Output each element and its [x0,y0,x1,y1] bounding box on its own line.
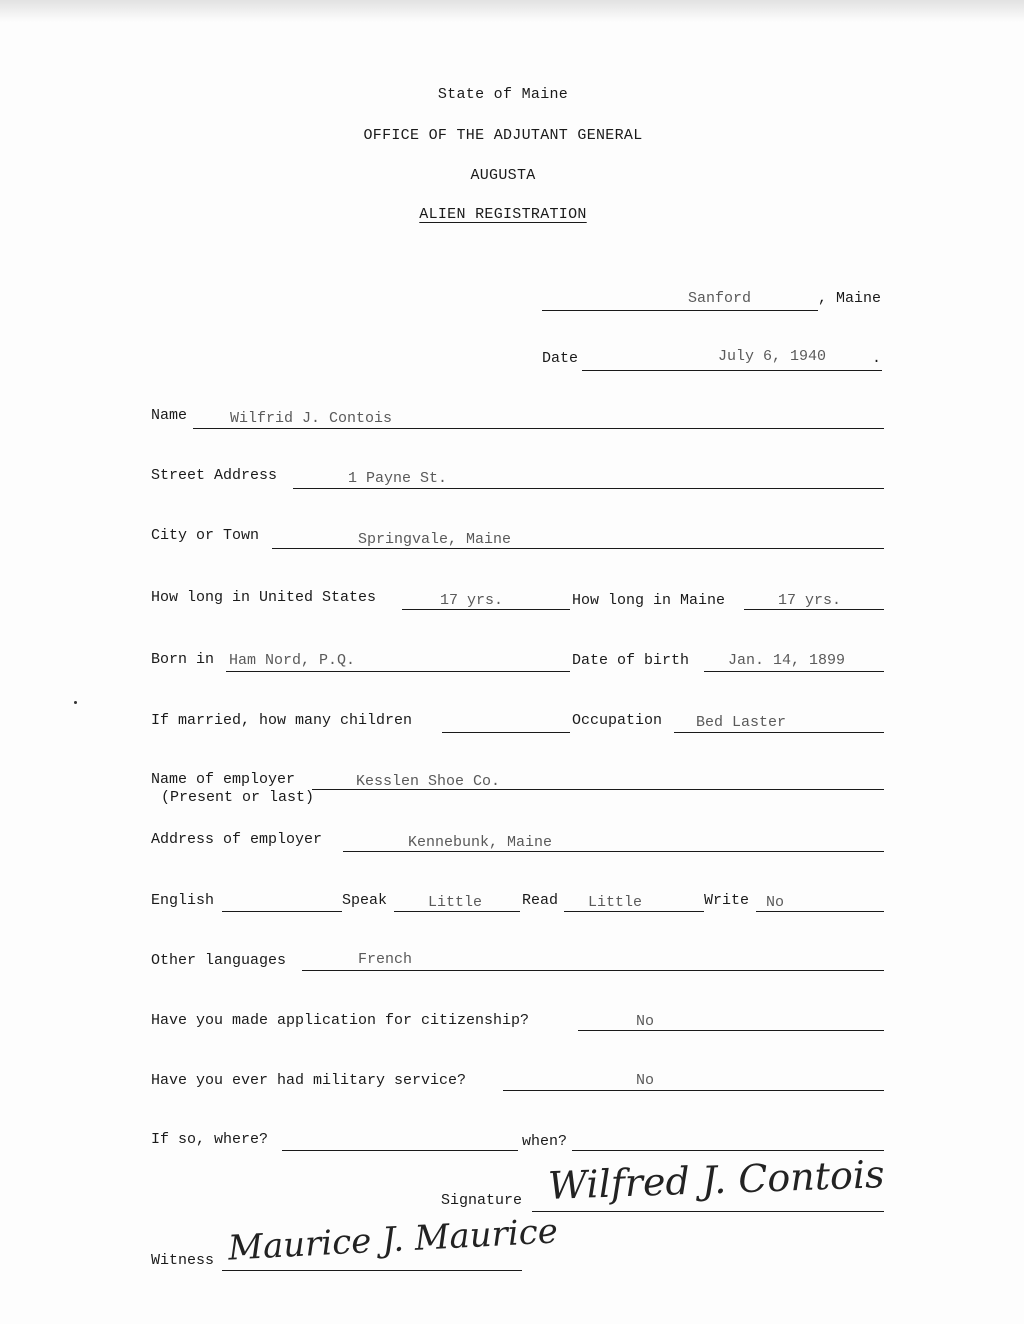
witness-label: Witness [151,1252,215,1269]
dob-value: Jan. 14, 1899 [728,652,846,669]
citizenship-value: No [636,1013,655,1030]
employer-address-label: Address of employer [151,831,323,848]
children-label: If married, how many children [151,712,413,729]
employer-label: Name of employer [151,771,296,788]
header-city: AUGUSTA [470,167,536,184]
write-line [756,911,884,912]
other-languages-line [302,970,884,971]
how-long-maine-label: How long in Maine [572,592,726,609]
city-value: Springvale, Maine [358,531,512,548]
write-value: No [766,894,785,911]
how-long-maine-value: 17 yrs. [778,592,842,609]
occupation-label: Occupation [572,712,663,729]
street-address-label: Street Address [151,467,278,484]
speak-label: Speak [342,892,388,909]
citizenship-line [578,1030,884,1031]
read-line [564,911,704,912]
how-long-us-label: How long in United States [151,589,377,606]
city-line [272,548,884,549]
how-long-us-value: 17 yrs. [440,592,504,609]
occupation-value: Bed Laster [696,714,787,731]
employer-address-line [343,851,884,852]
born-in-label: Born in [151,651,215,668]
employer-address-value: Kennebunk, Maine [408,834,553,851]
header-state: State of Maine [437,86,569,103]
scan-edge [0,0,1024,22]
when-line [572,1150,884,1151]
signature-handwriting: Wilfred J. Contois [547,1152,886,1208]
how-long-us-line [402,609,570,610]
name-label: Name [151,407,188,424]
read-value: Little [588,894,643,911]
born-in-value: Ham Nord, P.Q. [229,652,356,669]
street-address-value: 1 Payne St. [348,470,448,487]
witness-handwriting: Maurice J. Maurice [227,1211,559,1269]
date-value: July 6, 1940 [718,348,827,365]
date-end: . [872,350,882,367]
if-so-where-line [282,1150,518,1151]
speak-line [394,911,520,912]
other-languages-value: French [358,951,413,968]
write-label: Write [704,892,750,909]
other-languages-label: Other languages [151,952,287,969]
how-long-maine-line [744,609,884,610]
name-value: Wilfrid J. Contois [230,410,393,427]
signature-line [532,1211,884,1212]
street-address-line [293,488,884,489]
date-line [582,370,882,371]
citizenship-label: Have you made application for citizenship? [151,1012,530,1029]
military-line [503,1090,884,1091]
city-label: City or Town [151,527,260,544]
form-title: ALIEN REGISTRATION [419,206,587,223]
occupation-line [674,732,884,733]
children-line [442,732,570,733]
location-line [542,310,818,311]
dob-line [704,671,884,672]
signature-label: Signature [441,1192,523,1209]
read-label: Read [522,892,559,909]
speak-value: Little [428,894,483,911]
english-label: English [151,892,215,909]
employer-value: Kesslen Shoe Co. [356,773,501,790]
location-suffix: , Maine [818,290,882,307]
witness-line [222,1270,522,1271]
born-in-line [226,671,570,672]
when-label: when? [522,1133,568,1150]
dob-label: Date of birth [572,652,690,669]
employer-sublabel: (Present or last) [161,789,315,806]
military-value: No [636,1072,655,1089]
scan-speck [74,701,77,704]
location-town: Sanford [688,290,752,307]
name-line [193,428,884,429]
military-label: Have you ever had military service? [151,1072,467,1089]
english-line [222,911,342,912]
header-office: OFFICE OF THE ADJUTANT GENERAL [363,127,643,144]
date-label: Date [542,350,579,367]
if-so-where-label: If so, where? [151,1131,269,1148]
